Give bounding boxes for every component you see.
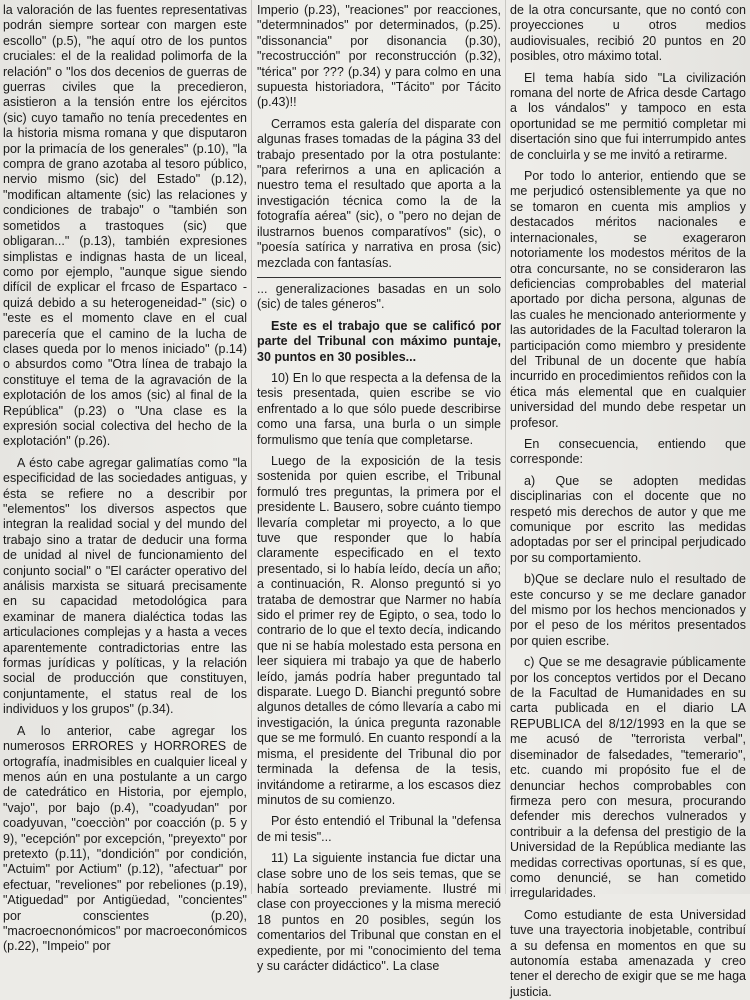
paragraph: de la otra concursante, que no contó con proyecciones u otros medios audiovisuales, recibió 20 puntos en 20 posibles, otro máximo total.: [510, 3, 746, 64]
paragraph: 10) En lo que respecta a la defensa de la tesis presentada, quien escribe se vio enfrentado a lo que sólo puede describirse como una farsa, una burla o un simple formulismo que tenía que completarse.: [257, 370, 501, 447]
paragraph: la valoración de las fuentes representativas podrán siempre sortear con margen este escollo" (p.5), "he aquí otro de los puntos cruciales: el de la realidad polimorfa de la relación" o "los dos decenios de guerras de guerras civiles que la precedieron, asistieron a la tensión entre los ejércitos (sic) cuyo tamaño no tenía precedentes en la historia misma romana y que disputaron por la primacía de los generales" (p.10), "la compra de grano azotaba al tesoro público, nervio mismo (sic) del Estado" (p.12), "modifican altamente (sic) las relaciones y condiciones de trabajo" o "también son sometidos a trastoques (sic) que obligaran..." (p.13), también expresiones simplistas e indignas hasta de un liceal, como por ejemplo, "aunque sigue siendo difícil de explicar el frcaso de Espartaco -quizá debido a su heterogeneidad-" (sic) o "este es el momento clave en el cual parecería que el camino de la lucha de clases queda por lo menos iniciado" (p.14) o absurdos como "Otra línea de trabajo la constituye el tema de la agravación de la explotación de los amos (sic) al final de la República" (p.23) o "Una clase es la expresión social colectiva del hecho de la explotación" (p.26).: [3, 3, 247, 449]
paragraph: Cerramos esta galería del disparate con algunas frases tomadas de la página 33 del trabajo presentado por la otra postulante: "para referirnos a una en aplicación a nuestro tema el resultado que aporta a la investigación técnica como la de la fotografía aérea" (sic), o "pero no dejan de ilustrarnos buenos comparatívos" (sic), o "poesía satírica y narrativa en prosa (sic) mezclada con fantasías.: [257, 116, 501, 270]
separator-rule: [257, 277, 501, 278]
text-column-3: [510, 3, 746, 999]
paragraph: ... generalizaciones basadas en un solo (sic) de tales géneros".: [257, 281, 501, 312]
paragraph: A ésto cabe agregar galimatías como "la especificidad de las sociedades antiguas, y ésta se refiere no a describir por "elementos" los diversos aspectos que integran la realidad social y del mundo del trabajo sino a tratar de deducir una forma de unidad al nivel de funcionamiento del conjunto social" o "El carácter operativo del análisis marxista se situará precisamente en su capacidad metodológica para examinar de manera dialéctica todas las articulaciones complejas y a hasta a veces aparentemente contradictorias entre las formas jurídicas y políticas, y la relación social de producción que constituyen, conjuntamente, el status real de los individuos y los grupos" (p.34).: [3, 455, 247, 717]
paragraph: Luego de la exposición de la tesis sostenida por quien escribe, el Tribunal formuló tres preguntas, la primera por el presidente L. Bausero, sobre cuánto tiempo llevaría completar mi proyecto, a lo que tuve que responder que lo había claramente especificado en el texto presentado, si lo había leído, decía un año; a continuación, R. Alonso preguntó si yo trataba de demostrar que Narmer no había sido el primer rey de Egipto, o sea, todo lo contrario de lo que el texto decía, indicando que ni se había molestado esta persona en leer siquiera mi trabajo ya que de haberlo leído, jamás podría haber preguntado tal disparate. Luego D. Bianchi preguntó sobre algunos detalles de cómo llevaría a cabo mi investigación, la única pregunta razonable que se me formuló. En cuanto respondí a la misma, el presidente del Tribunal dio por terminada la defensa de la tesis, invitándome a retirarme, a los escasos diez minutos de su comienzo.: [257, 453, 501, 807]
paragraph: Por todo lo anterior, entiendo que se me perjudicó ostensiblemente ya que no se tomaron en cuenta mis amplios y destacados méritos nacionales e internacionales, se exageraron notoriamente los modestos méritos de la otra concursante, no se consideraron las deficiencias comprobables del material aportado por dicha persona, algunas de las cuales he mencionado anteriormente y las autoridades de la Facultad toleraron la participación como miembro y presidente del Tribunal de un docente que había incurrido en procedimientos reñidos con la ética más elemental que en cualquier universidad del mundo debe respetar un profesor.: [510, 169, 746, 430]
text-column-2: [257, 3, 501, 973]
paragraph: Este es el trabajo que se calificó por parte del Tribunal con máximo puntaje, 30 puntos en 30 posibles...: [257, 318, 501, 364]
column-divider: [505, 0, 506, 894]
paragraph: b)Que se declare nulo el resultado de este concurso y se me declare ganador del mismo por los hechos mencionados y por el peso de los méritos presentados por quien escribe.: [510, 572, 746, 648]
paragraph: c) Que se me desagravie públicamente por los conceptos vertidos por el Decano de la Facultad de Humanidades en su carta publicada en el diario LA REPUBLICA del 8/12/1993 en la que se me acusó de "terrorista verbal", diseminador de falsedades, "temerario", etc. cuando mi propósito fue el de denunciar hechos comprobables con firmeza pero con mesura, procurando defender mis derechos vulnerados y contribuir a la defensa del prestigio de la Universidad de la República mediante las medidas correctivas oportunas, sí es que, como denuncié, se han cometido irregularidades.: [510, 655, 746, 901]
paragraph: Imperio (p.23), "reaciones" por reacciones, "determninados" por determinados, (p.25). "dissonancia" por disonancia (p.30), "recostrucción" por reconstrucción (p.32), "térica" por ??? (p.34) y para colmo en una supuesta historiadora, "Tácito" por Tácito (p.43)!!: [257, 3, 501, 110]
paragraph: 11) La siguiente instancia fue dictar una clase sobre uno de los seis temas, que se había sorteado previamente. Ilustré mi clase con proyecciones y la misma mereció 18 puntos en 20 posibles, según los comentarios del Tribunal que constan en el expediente, por mi "conocimiento del tema y su carácter didáctico". La clase: [257, 851, 501, 973]
paragraph: A lo anterior, cabe agregar los numerosos ERRORES y HORRORES de ortografía, inadmisibles en cualquier liceal y menos aún en una postulante a un cargo de catedrático en Historia, por ejemplo, "vajo", por bajo (p.4), "coadyudan" por coadyuvan, "coecciòn" por coacción (p. 5 y 9), "ecepción" por excepción, "preyexto" por pretexto (p.11), "dondición" por condición, "Actuim" por Actium" (p.12), "afectuar" por efectuar, "reveliones" por rebeliones (p.19), "Atiguedad" por Antigüedad, "concientes" por conscientes (p.20), "macroecnonómicos" por macroeconómicos (p.22), "Impeio" por: [3, 723, 247, 954]
paragraph: Por ésto entendió el Tribunal la "defensa de mi tesis"...: [257, 814, 501, 844]
text-column-1: [3, 3, 247, 954]
column-divider: [251, 0, 252, 894]
paragraph: En consecuencia, entiendo que corresponde:: [510, 436, 746, 467]
paragraph: a) Que se adopten medidas disciplinarias con el docente que no respetó mis derechos de autor y que me comunique por escrito las medidas adoptadas por ser el principal perjudicado por su comportamiento.: [510, 473, 746, 565]
paragraph: El tema había sido "La civilización romana del norte de Africa desde Cartago a los vándalos" y tampoco en esta oportunidad se me permitió completar mi disertación sino que fui interrumpido antes de concluirla y se me invitó a retirarme.: [510, 70, 746, 162]
paragraph: Como estudiante de esta Universidad tuve una trayectoria inobjetable, contribuí a su defensa en momentos en que su autonomía estaba amenazada y creo tener el derecho de exigir que se me haga justicia.: [510, 907, 746, 999]
